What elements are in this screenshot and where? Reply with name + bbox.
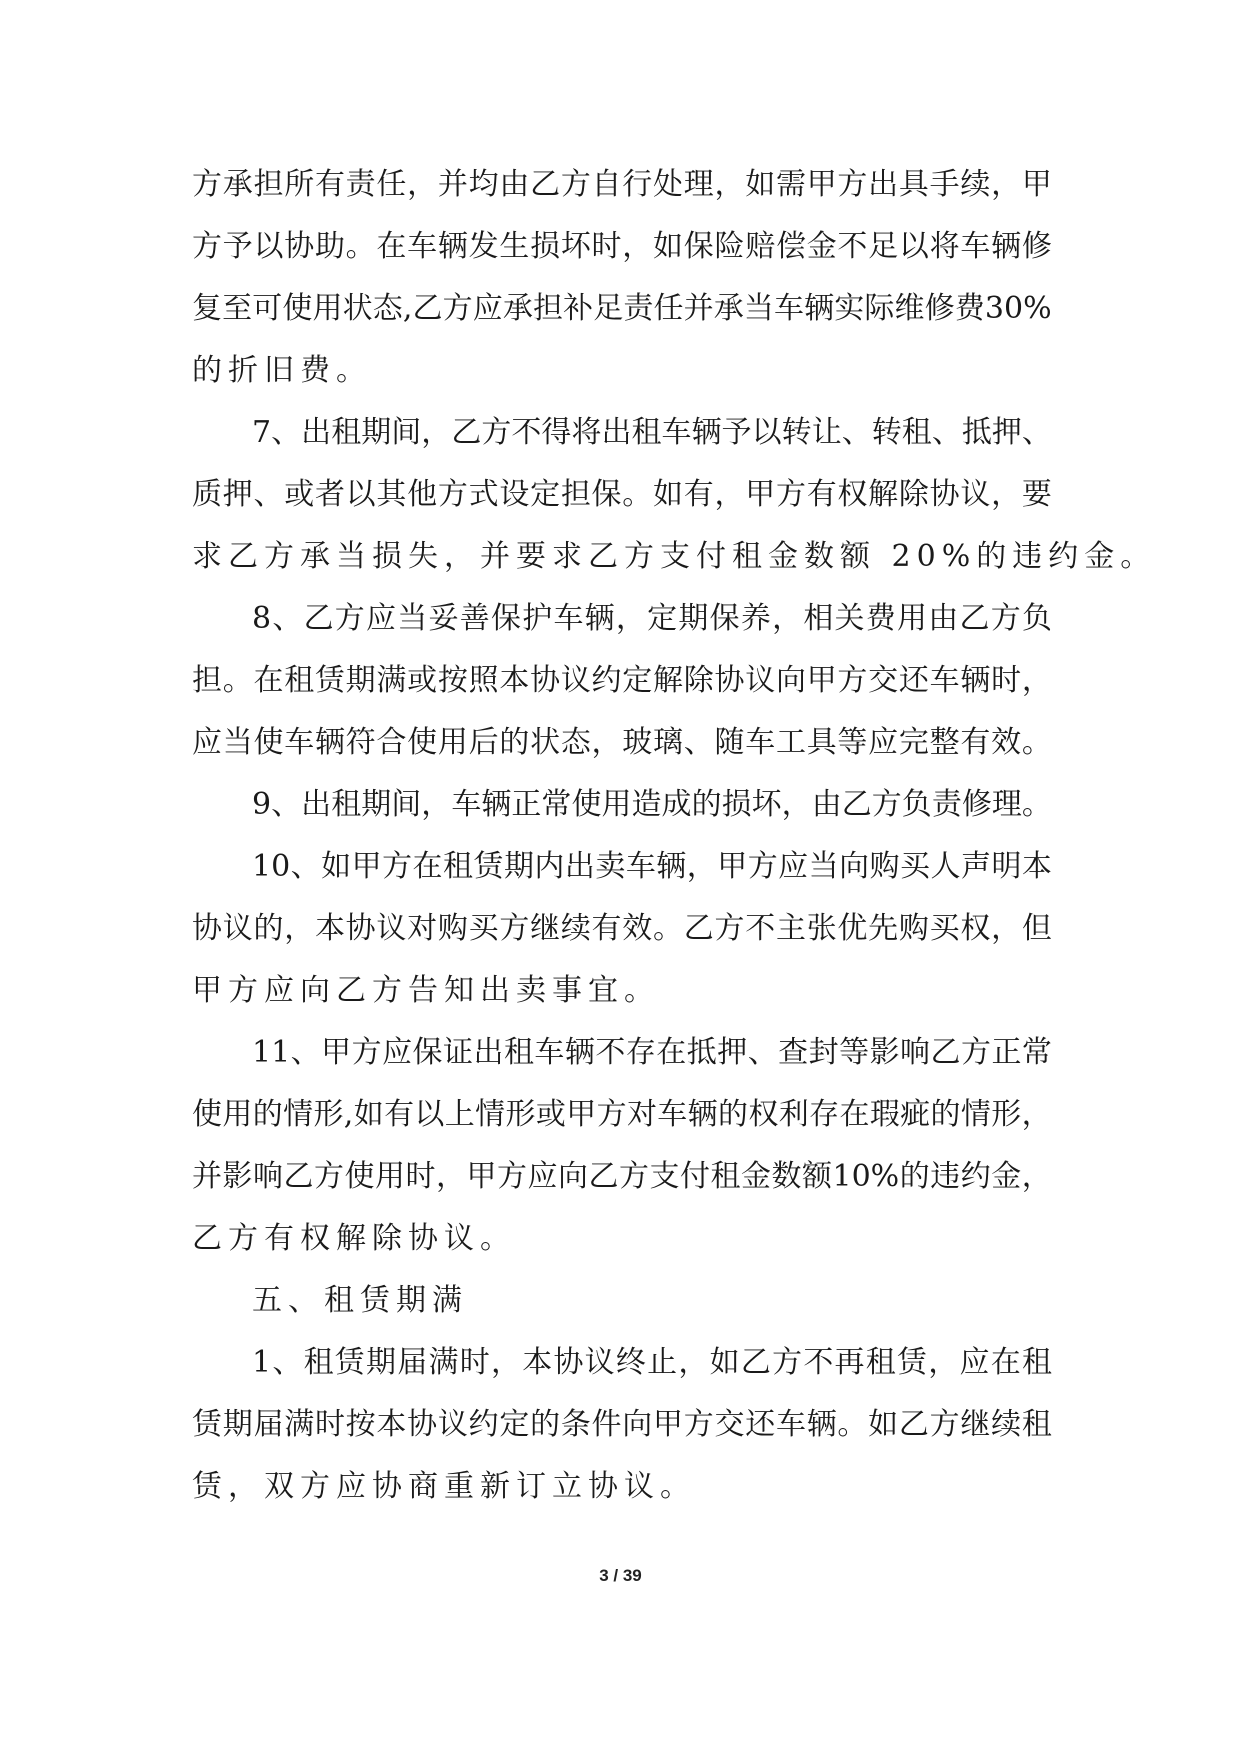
text-line: 质 押 、 或 者 以 其 他 方 式 设 定 担 保 。 如 有 ， 甲 方 有 权 解 除 协 议 ， 要 <box>192 477 1052 512</box>
text-line: 乙方有权解除协议。 <box>192 1221 516 1256</box>
text-line: 10 、 如 甲 方 在 租 赁 期 内 出 卖 车 辆 ， 甲 方 应 当 向 购 买 人 声 明 本 <box>252 849 1052 884</box>
page-number: 3 / 39 <box>599 1566 642 1585</box>
text-line: 使 用 的 情 形 , 如 有 以 上 情 形 或 甲 方 对 车 辆 的 权 利 存 在 瑕 疵 的 情 形 ， <box>192 1097 1052 1132</box>
text-line: 复 至 可 使 用 状 态 , 乙 方 应 承 担 补 足 责 任 并 承 当 车 辆 实 际 维 修 费 30% <box>192 291 1052 326</box>
document-body <box>192 154 1157 1518</box>
text-line: 方 予 以 协 助 。 在 车 辆 发 生 损 坏 时 ， 如 保 险 赔 偿 金 不 足 以 将 车 辆 修 <box>192 229 1052 264</box>
text-line: 五、租赁期满 <box>252 1283 468 1318</box>
text-line: 协 议 的 ， 本 协 议 对 购 买 方 继 续 有 效 。 乙 方 不 主 张 优 先 购 买 权 ， 但 <box>192 911 1052 946</box>
text-line: 1 、 租 赁 期 届 满 时 ， 本 协 议 终 止 ， 如 乙 方 不 再 租 赁 ， 应 在 租 <box>252 1345 1052 1380</box>
text-line: 甲方应向乙方告知出卖事宜。 <box>192 973 660 1008</box>
text-line: 9 、 出 租 期 间 ， 车 辆 正 常 使 用 造 成 的 损 坏 ， 由 乙 方 负 责 修 理 。 <box>252 787 1052 822</box>
text-line: 8 、 乙 方 应 当 妥 善 保 护 车 辆 ， 定 期 保 养 ， 相 关 费 用 由 乙 方 负 <box>252 601 1052 636</box>
text-line: 11 、 甲 方 应 保 证 出 租 车 辆 不 存 在 抵 押 、 查 封 等 影 响 乙 方 正 常 <box>252 1035 1052 1070</box>
text-line: 应 当 使 车 辆 符 合 使 用 后 的 状 态 ， 玻 璃 、 随 车 工 具 等 应 完 整 有 效 。 <box>192 725 1052 760</box>
text-line: 7 、 出 租 期 间 ， 乙 方 不 得 将 出 租 车 辆 予 以 转 让 、 转 租 、 抵 押 、 <box>252 415 1052 450</box>
text-line: 求乙方承当损失，并要求乙方支付租金数额 20%的违约金。 <box>192 539 1157 574</box>
text-line: 赁 期 届 满 时 按 本 协 议 约 定 的 条 件 向 甲 方 交 还 车 辆 。 如 乙 方 继 续 租 <box>192 1407 1052 1442</box>
text-line: 的折旧费。 <box>192 353 372 388</box>
text-line: 担 。 在 租 赁 期 满 或 按 照 本 协 议 约 定 解 除 协 议 向 甲 方 交 还 车 辆 时 ， <box>192 663 1052 698</box>
text-line: 赁，双方应协商重新订立协议。 <box>192 1469 696 1504</box>
text-line: 方 承 担 所 有 责 任 ， 并 均 由 乙 方 自 行 处 理 ， 如 需 甲 方 出 具 手 续 ， 甲 <box>192 167 1052 202</box>
text-line: 并 影 响 乙 方 使 用 时 ， 甲 方 应 向 乙 方 支 付 租 金 数 额 10% 的 违 约 金 ， <box>192 1159 1052 1194</box>
